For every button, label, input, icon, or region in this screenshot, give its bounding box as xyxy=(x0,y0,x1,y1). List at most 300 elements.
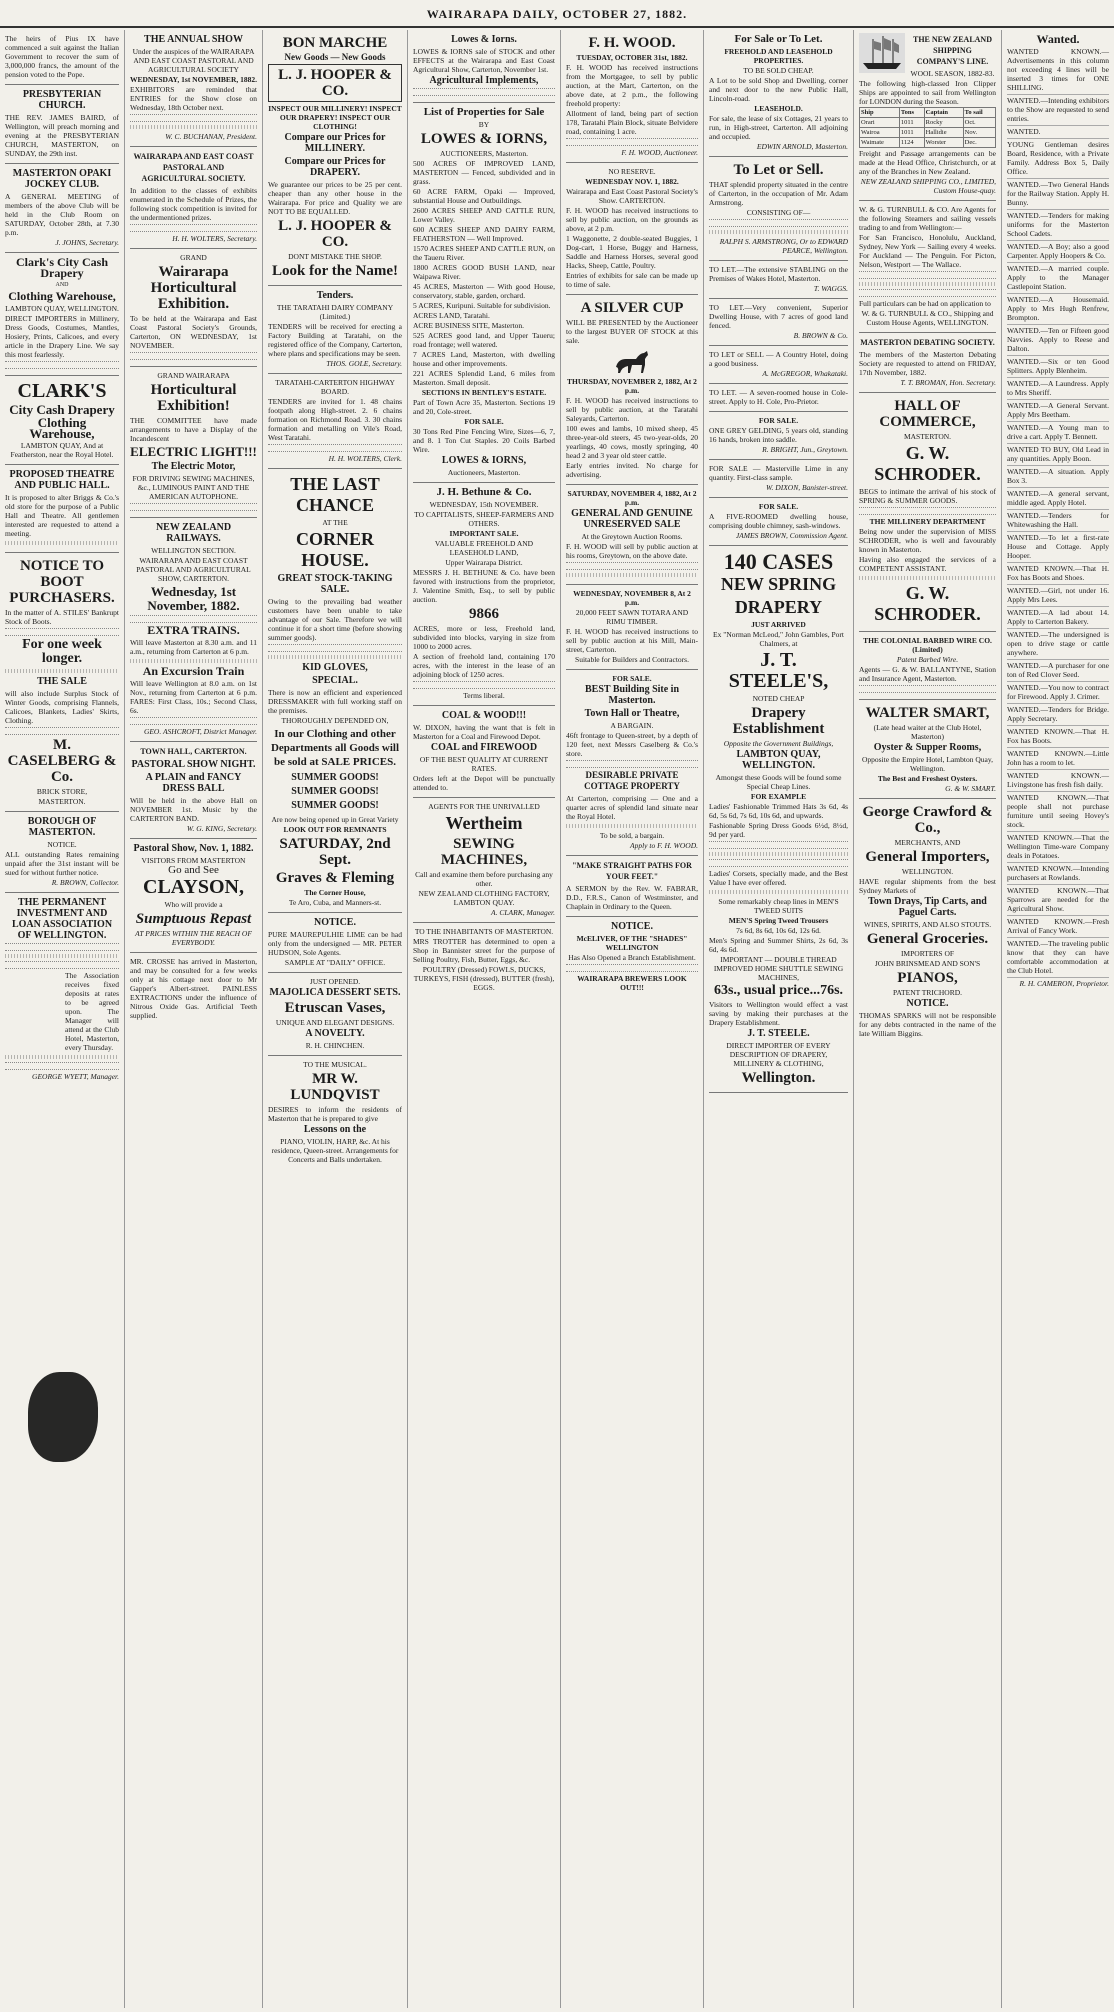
bethune-heading: J. H. Bethune & Co. xyxy=(436,486,532,498)
oyster-body: Opposite the Empire Hotel, Lambton Quay, Wellington. xyxy=(862,755,993,773)
wanted-item: WANTED.—Intending exhibitors to the Show are requested to send entries. xyxy=(1007,96,1109,126)
bargain: A BARGAIN. xyxy=(610,721,654,730)
silver-cup: A SILVER CUP xyxy=(580,300,684,316)
general-importers: General Importers, xyxy=(865,849,990,865)
text-filler xyxy=(859,271,996,279)
special-body: There is now an efficient and experienced DRESSMAKER with full working staff on the premises. xyxy=(268,688,402,715)
tenders-heading: Tenders. xyxy=(316,290,354,301)
daily-office: SAMPLE AT "DAILY" OFFICE. xyxy=(284,958,386,967)
patent-trichord: PATENT TRICHORD. xyxy=(892,988,963,997)
railways-ad xyxy=(130,518,257,742)
steele-name-2: J. T. STEELE. xyxy=(747,1028,810,1039)
five-room-body: A FIVE-ROOMED dwelling house, comprising double chimney, sash-windows. xyxy=(709,512,848,530)
text-filler xyxy=(859,507,996,515)
country-hotel-sig: A. McGREGOR, Whakataki. xyxy=(762,369,848,378)
wool-season: WOOL SEASON, 1882-83. xyxy=(910,69,995,78)
wertheim: Wertheim xyxy=(445,813,523,833)
five-room-ad xyxy=(709,498,848,546)
horticultural-heading: Wairarapa Horticultural Exhibition. xyxy=(150,264,237,312)
masthead-title: WAIRARAPA DAILY, OCTOBER 27, 1882. xyxy=(426,7,688,21)
debating-ad xyxy=(859,333,996,393)
to-be-sold: To be sold, a bargain. xyxy=(599,831,665,840)
wanted-item: WANTED.—A lad about 14. Apply to Carterton Bakery. xyxy=(1007,608,1109,629)
lime-notice: NOTICE. xyxy=(314,917,356,928)
steele-name: J. T. STEELE'S, xyxy=(728,649,829,692)
text-filler xyxy=(130,615,257,623)
wanted-item: WANTED KNOWN.—Intending purchasers at Rowlands. xyxy=(1007,864,1109,885)
boot-body: In the matter of A. STILES' Bankrupt Stock of Boots. xyxy=(5,608,119,626)
text-filler xyxy=(268,644,402,652)
ink-blot xyxy=(28,1372,98,1462)
mceliver-heading: McELIVER, OF THE "SHADES" WELLINGTON xyxy=(576,934,688,952)
lundqvist: MR W. LUNDQVIST xyxy=(290,1071,380,1103)
wanted-item: WANTED.—A Young man to drive a cart. Apply T. Bennett. xyxy=(1007,423,1109,444)
prop-acres-land: ACRES LAND, Taratahi. xyxy=(413,311,490,320)
clarks2-place: LAMBTON QUAY, And at Featherston, near the Royal Hotel. xyxy=(10,441,114,459)
prop-2600: 2600 ACRES SHEEP AND CATTLE RUN, Lower Valley. xyxy=(413,206,555,224)
text-filler xyxy=(268,655,402,659)
show-date: WEDNESDAY, 1st NOVEMBER, 1882. xyxy=(130,75,257,84)
wanted-item: YOUNG Gentleman desires Board, Residence, with a Private Family. Address Box 5, Daily Office. xyxy=(1007,140,1109,179)
trotter-body: MRS TROTTER has determined to open a Shop in Bannister street for the purpose of Selling Poultry, Fish, Butter, Eggs, &c. xyxy=(413,937,555,964)
wanted-item: WANTED.—A Boy; also a good Carpenter. Apply Hoopers & Co. xyxy=(1007,242,1109,263)
sched-cell: Orari xyxy=(860,118,900,128)
millinery-dept: THE MILLINERY DEPARTMENT xyxy=(869,517,986,526)
caselberg-sub: BRICK STORE, xyxy=(36,787,88,796)
highway-signature: H. H. WOLTERS, Clerk. xyxy=(328,454,402,463)
text-filler xyxy=(709,219,848,227)
list-by: BY xyxy=(478,120,490,129)
greytown: At the Greytown Auction Rooms. xyxy=(581,532,683,541)
compare-body: We guarantee our prices to be 25 per cent. cheaper than any other house in the Wairarapa. For price and Quality we are NOT TO BE EQUALLED. xyxy=(268,180,402,216)
inhabitants: TO THE INHABITANTS OF MASTERTON. xyxy=(414,927,554,936)
church-ad xyxy=(5,85,119,164)
bethune-date: WEDNESDAY, 15th NOVEMBER. xyxy=(429,500,539,509)
table-row xyxy=(860,128,996,138)
building-suitable: Suitable for Builders and Contractors. xyxy=(575,655,689,664)
and-text: AND xyxy=(55,282,69,288)
pastoral-show-date: Pastoral Show, Nov. 1, 1882. xyxy=(133,843,254,854)
grey-gelding-ad xyxy=(709,412,848,460)
cases-count: 140 CASES xyxy=(723,549,834,574)
important-sale: IMPORTANT SALE. xyxy=(449,529,519,538)
borough-ad xyxy=(5,812,119,893)
excursion-heading: An Excursion Train xyxy=(142,664,245,678)
wood-auctions-ad xyxy=(566,30,698,163)
brewers: WAIRARAPA BREWERS LOOK OUT!!! xyxy=(577,974,687,992)
chinchen-ad xyxy=(268,973,402,1056)
poultry-list: POULTRY (Dressed) FOWLS, DUCKS, TURKEYS, FISH (dressed), BUTTER (fresh), EGGS. xyxy=(413,965,555,992)
bulls: F. H. WOOD has received instructions to sell by public auction, at the Taratahi Saleyards, Carterton. xyxy=(566,396,698,423)
sched-cell: Rocky xyxy=(924,118,963,128)
crawford-heading: George Crawford & Co., xyxy=(862,804,993,836)
stabling-sig: T. WAGGS. xyxy=(813,284,848,293)
pastoral-society-ad xyxy=(130,147,257,249)
lessons-body: PIANO, VIOLIN, HARP, &c. At his residence, Queen-street. Arrangements for Concerts and Balls undertaken. xyxy=(271,1137,399,1164)
coal-firewood: COAL and FIREWOOD xyxy=(430,742,538,753)
town-drays: Town Drays, Tip Carts, and Paguel Carts. xyxy=(868,896,987,918)
five-room-sig: JAMES BROWN, Commission Agent. xyxy=(735,531,848,540)
factory-manager: A. CLARK, Manager. xyxy=(491,908,555,917)
jockey-heading: MASTERTON OPAKI JOCKEY CLUB. xyxy=(12,168,112,190)
text-filler xyxy=(566,824,698,828)
wanted-item: WANTED KNOWN.—That people shall not purchase furniture until seeing Hovey's stock. xyxy=(1007,793,1109,832)
horticultural2-heading: Horticultural Exhibition! xyxy=(150,382,237,414)
terms: Terms liberal. xyxy=(463,691,505,700)
clarks-subheading: Clothing Warehouse, xyxy=(8,289,116,303)
sections-heading: SECTIONS IN BENTLEY'S ESTATE. xyxy=(421,388,547,397)
text-filler xyxy=(413,681,555,689)
stabling-body: TO LET.—The extensive STABLING on the Premises of Wakes Hotel, Masterton. xyxy=(709,265,848,283)
mens-shirts: Men's Spring and Summer Shirts, 2s 6d, 3s 6d, 4s 6d. xyxy=(709,936,848,954)
wood-heading: F. H. WOOD. xyxy=(588,35,676,51)
annual-show-ad xyxy=(130,30,257,147)
pastoral-signature: H. H. WOLTERS, Secretary. xyxy=(172,234,257,243)
oyster-rooms: Oyster & Supper Rooms, xyxy=(873,742,982,753)
forsale-small: FOR SALE. xyxy=(464,417,504,426)
wed-nov8: WEDNESDAY, NOVEMBER 8, At 2 p.m. xyxy=(573,589,691,607)
lowes-body: LOWES & IORNS sale of STOCK and other EFFECTS at the Wairarapa and East Coast Agricultural Show, Carterton, November 1st. xyxy=(413,47,555,74)
wanted-item: WANTED KNOWN.—That H. Fox has Boots and Shoes. xyxy=(1007,564,1109,585)
nzsc-heading: THE NEW ZEALAND SHIPPING COMPANY'S LINE. xyxy=(913,35,992,66)
theatre-body: It is proposed to alter Briggs & Co.'s old store for the purpose of a Public Hall and Theatre. All gentlemen interested are requested to attend a meeting. xyxy=(5,493,119,538)
wellington-label: Wellington. xyxy=(741,1070,816,1086)
dwelling-ad xyxy=(709,299,848,346)
silver-cup-ad xyxy=(566,295,698,485)
graves-sub: The Corner House, xyxy=(304,888,366,897)
importers-of: IMPORTERS OF xyxy=(900,949,955,958)
coal-heading: COAL & WOOD!!! xyxy=(441,710,527,721)
freight: Freight and Passage arrangements can be made at the Head Office, Christchurch, or at any of the Branches in New Zealand. xyxy=(859,149,996,176)
sparks-notice: NOTICE. xyxy=(906,998,949,1009)
column-8 xyxy=(1002,30,1114,2008)
theatre-ad xyxy=(5,465,119,553)
general-body: F. H. WOOD will sell by public auction at his rooms, Greytown, on the above date. xyxy=(566,542,698,560)
stocktaking-sale: GREAT STOCK-TAKING SALE. xyxy=(277,573,393,595)
sawn-timber: 20,000 FEET SAWN TOTARA AND RIMU TIMBER. xyxy=(575,608,689,626)
acres-9866-body: ACRES, more or less, Freehold land, subdivided into blocks, varying in size from 1000 to 2000 acres. xyxy=(413,624,555,651)
music-ad xyxy=(268,1056,402,1169)
column-1 xyxy=(0,30,125,2008)
dress-goods: Fashionable Spring Dress Goods 6½d, 8½d, 9d per yard. xyxy=(709,821,848,839)
prop-7: 7 ACRES Land, Masterton, with dwelling house and other improvements. xyxy=(413,350,555,368)
amongst: Amongst these Goods will be found some Special Cheap Lines. xyxy=(715,773,842,791)
borough-heading: BOROUGH OF MASTERTON. xyxy=(27,816,97,838)
chinchen: R. H. CHINCHEN. xyxy=(305,1041,365,1050)
sched-cell: Wairoa xyxy=(860,128,900,138)
prop-45: 45 ACRES, Masterton — With good House, conservatory, stable, garden, orchard. xyxy=(413,282,555,300)
dwelling-body: TO LET.—Very convenient, Superior Dwelling House, with 7 acres of good land fenced. xyxy=(709,303,848,330)
greytown-sale-ad xyxy=(566,485,698,585)
clarks-ad-2 xyxy=(5,376,119,465)
text-filler xyxy=(5,669,119,673)
summer-goods: SUMMER GOODS! SUMMER GOODS! SUMMER GOODS! xyxy=(291,772,379,811)
just-arrived: JUST ARRIVED xyxy=(751,620,806,629)
text-filler xyxy=(5,361,119,369)
text-filler xyxy=(5,943,119,951)
jockey-body: A GENERAL MEETING of members of the above Club will be held in the Club Room on SATURDAY, October 28th, at 7.30 p.m. xyxy=(5,192,119,237)
bon-marche-ad xyxy=(268,30,402,286)
visitors-text: VISITORS FROM MASTERTON xyxy=(141,856,246,865)
majolica: MAJOLICA DESSERT SETS. xyxy=(269,987,401,998)
price-63s: 63s., usual price...76s. xyxy=(713,983,844,998)
electric-light: ELECTRIC LIGHT!!! xyxy=(130,444,257,459)
debating-body: The members of the Masterton Debating Society are requested to attend on FRIDAY, 17th November, 1882. xyxy=(859,350,996,377)
wood-lot1: Allotment of land, being part of section 178, Taratahi Plain Block, situate Belvidere road, containing 1 acre. xyxy=(566,109,698,136)
building-body: The Association receives fixed deposits at rates to be agreed upon. The Manager will attend at the Club Hotel, Masterton, every Thursday. xyxy=(65,971,119,1052)
text-filler xyxy=(566,562,698,570)
thoroughly: THOROUGHLY DEPENDED ON, xyxy=(281,716,389,725)
lessons: Lessons on the xyxy=(303,1124,367,1135)
to-the-musical: TO THE MUSICAL. xyxy=(303,1060,367,1069)
thu-nov: THURSDAY, NOVEMBER 2, 1882, At 2 p.m. xyxy=(567,377,697,395)
at-the: AT THE xyxy=(322,518,348,527)
wanted-item: WANTED.—To let a first-rate House and Cottage. Apply Hooper. xyxy=(1007,533,1109,563)
novelty: A NOVELTY. xyxy=(305,1028,365,1039)
boot-big: For one week longer. xyxy=(22,637,102,666)
sermon-ad xyxy=(566,856,698,917)
stocktaking-body: Owing to the prevailing bad weather customers have been unable to take advantage of our Sale. Therefore we will continue it for a short time (before showing summer goods). xyxy=(268,597,402,642)
prop-221: 221 ACRES Splendid Land, 6 miles from Masterton. Small deposit. xyxy=(413,369,555,387)
clarks-place: LAMBTON QUAY, WELLINGTON. xyxy=(5,304,119,313)
lambton-quay: LAMBTON QUAY, WELLINGTON. xyxy=(736,749,821,771)
text-filler xyxy=(5,727,119,735)
boot-ad xyxy=(5,553,119,812)
wanted-item: WANTED.—A purchaser for one ton of Red Clover Seed. xyxy=(1007,661,1109,682)
bethune-body: MESSRS J. H. BETHUNE & Co. have been favored with instructions from the proprietor, J. Valentine Smith, Esq., to sell by public auction. xyxy=(413,568,555,604)
ball-signature: W. G. KING, Secretary. xyxy=(186,824,257,833)
text-filler xyxy=(130,717,257,725)
columns xyxy=(0,30,1114,2008)
summer-body: Are now being opened up in Great Variety xyxy=(271,815,399,824)
wanted-item: WANTED.—Tenders for making uniforms for the Masterton School Cadets. xyxy=(1007,211,1109,241)
show-heading: THE ANNUAL SHOW xyxy=(144,34,243,45)
best-oysters: The Best and Freshest Oysters. xyxy=(877,774,978,783)
horticultural-body: To be held at the Wairarapa and East Coast Pastoral Society's Grounds, Carterton, ON WEDNESDAY, 1st NOVEMBER. xyxy=(130,314,257,350)
drapery: DRAPERY xyxy=(734,597,823,617)
country-hotel-ad xyxy=(709,346,848,384)
text-filler xyxy=(130,659,257,663)
show-signature: W. C. BUCHANAN, President. xyxy=(165,132,257,141)
text-filler xyxy=(130,224,257,232)
sched-header: To sail xyxy=(963,108,995,118)
motor-heading: The Electric Motor, xyxy=(151,461,236,472)
wanted-item: WANTED KNOWN.—Livingstone has fresh fish daily. xyxy=(1007,771,1109,792)
sailing-schedule xyxy=(859,107,996,148)
steele-drapery-ad xyxy=(709,546,848,1093)
nz-shipping-ad xyxy=(859,30,996,201)
corner-house: CORNER HOUSE. xyxy=(295,529,374,570)
bethune-ad xyxy=(413,483,555,706)
wanted-list xyxy=(1007,47,1109,978)
text-filler xyxy=(5,1062,119,1070)
compare-millinery: Compare our Prices for MILLINERY. xyxy=(284,132,386,154)
leasehold-heading: LEASEHOLD. xyxy=(754,104,803,113)
church-body: THE REV. JAMES BAIRD, of Wellington, will preach morning and evening at the PRESBYTERIAN CHURCH, MASTERTON, on SUNDAY, the 29th inst. xyxy=(5,113,119,158)
wood-date: TUESDAY, OCTOBER 31st, 1882. xyxy=(576,53,688,62)
turnbull-body: W. & G. TURNBULL & CO. Are Agents for the following Steamers and sailing vessels trading to and from Wellington:— xyxy=(859,205,996,232)
trotter-ad xyxy=(413,923,555,997)
wines-spirits: WINES, SPIRITS, AND ALSO STOUTS. xyxy=(863,920,992,929)
horticultural-ad xyxy=(130,249,257,367)
for-example: FOR EXAMPLE xyxy=(750,792,807,801)
crawford-wellington: WELLINGTON. xyxy=(901,867,954,876)
wanted-item: WANTED.—A married couple. Apply to the Manager Castlepoint Station. xyxy=(1007,264,1109,294)
capitalists: TO CAPITALISTS, SHEEP-FARMERS AND OTHERS. xyxy=(414,510,554,528)
borough-notice: NOTICE. xyxy=(47,840,77,849)
wanted-item: WANTED.—The traveling public know that they can have comfortable accommodation at the Club Hotel. xyxy=(1007,939,1109,978)
theatre-heading: PROPOSED THEATRE AND PUBLIC HALL. xyxy=(9,469,115,491)
text-filler xyxy=(130,114,257,122)
text-filler xyxy=(859,576,996,580)
boot-heading: NOTICE TO BOOT PURCHASERS. xyxy=(9,558,115,606)
wire-agents: Agents — G. & W. BALLANTYNE, Station and Insurance Agent, Masterton. xyxy=(859,665,996,683)
horticultural-ad-2 xyxy=(130,367,257,518)
livestock: F. H. WOOD has received instructions to sell by public auction, on the grounds as above, at 2 p.m. xyxy=(566,206,698,233)
sched-header: Ship xyxy=(860,108,900,118)
sched-header: Tons xyxy=(899,108,924,118)
gelding-body: ONE GREY GELDING, 5 years old, standing 16 hands, broken into saddle. xyxy=(709,426,848,444)
walter-smart-ad xyxy=(859,700,996,799)
visitors-saving: Visitors to Wellington would effect a vast saving by making their purchases at the Drapery Establishment. xyxy=(709,1000,848,1027)
dairy-body: TENDERS will be received for erecting a Factory Building at Taratahi, on the registered office of the Company, Carterton, where plans and specifications may be seen. xyxy=(268,322,402,358)
general-sale: GENERAL AND GENUINE UNRESERVED SALE xyxy=(571,508,693,530)
following: The following high-classed Iron Clipper Ships are appointed to sail from Wellington for LONDON during the Season. xyxy=(859,79,996,106)
saturday-date: SATURDAY, 2nd Sept. xyxy=(279,836,391,868)
lowes-heading: Lowes & Iorns. xyxy=(451,34,517,45)
sat-nov: SATURDAY, NOVEMBER 4, 1882, At 2 p.m. xyxy=(567,489,697,507)
text-filler xyxy=(5,954,119,958)
sched-cell: Hallidie xyxy=(924,128,963,138)
shipping-list: For San Francisco, Honolulu, Auckland, Sydney, New York — Sailing every 4 weeks. For Auckland — The Penguin. For Picton, Nelson, Westport — The Wallace. xyxy=(859,233,996,269)
lowes-iorns-ad xyxy=(413,30,555,103)
wanted-item: WANTED TO BUY, Old Lead in any quantities. Apply Boon. xyxy=(1007,445,1109,466)
wanted-item: WANTED.—A Laundress. Apply to Mrs Sheriff. xyxy=(1007,379,1109,400)
grand2-label: GRAND WAIRARAPA xyxy=(157,371,230,380)
freehold-heading: FREEHOLD AND LEASEHOLD PROPERTIES. xyxy=(724,47,833,65)
prop-5: 5 ACRES, Kuripuni. Suitable for subdivision. xyxy=(413,301,551,310)
repast-heading: Sumptuous Repast xyxy=(135,911,252,927)
debating-sig: T. T. BROMAN, Hon. Secretary. xyxy=(900,378,996,387)
mceliver-body: Has Also Opened a Branch Establishment. xyxy=(568,953,696,962)
wanted-item: WANTED.—A situation. Apply Box 3. xyxy=(1007,467,1109,488)
show-body: EXHIBITORS are reminded that ENTRIES for the Show close on Wednesday, 18th October next. xyxy=(130,85,257,112)
text-filler xyxy=(130,503,257,511)
wanted-item: WANTED.—The undersigned is open to drive stage or cattle anywhere. xyxy=(1007,630,1109,660)
forsale-2: FOR SALE. xyxy=(612,674,652,683)
text-filler xyxy=(566,760,698,768)
hall-masterton: MASTERTON. xyxy=(903,432,952,441)
building-heading: THE PERMANENT INVESTMENT AND LOAN ASSOCIATION OF WELLINGTON. xyxy=(11,897,113,941)
text-filler xyxy=(709,230,848,234)
railways-date: Wednesday, 1st November, 1882. xyxy=(147,584,240,613)
wanted-item: WANTED.—Two General Hands for the Railway Station. Apply H. Bunny. xyxy=(1007,180,1109,210)
wanted-section xyxy=(1007,30,1109,993)
prop-acres-bush: ACRE BUSINESS SITE, Masterton. xyxy=(413,321,525,330)
acres-9866-more: A section of freehold land, containing 170 acres, with the interest in the lease of an adjoining block of 1250 acres. xyxy=(413,652,555,679)
wanted-item: WANTED KNOWN.—Advertisements in this column not exceeding 4 lines will be inserted 3 times for ONE SHILLING. xyxy=(1007,47,1109,95)
leasehold-body: For sale, the lease of six Cottages, 21 years to run, in High-street, Carterton. All adjoining and occupied. xyxy=(709,114,848,141)
extra-trains-heading: EXTRA TRAINS. xyxy=(147,623,240,637)
sched-cell: Dec. xyxy=(963,138,995,148)
to-let-sell: To Let or Sell. xyxy=(733,162,824,178)
special-heading: SPECIAL. xyxy=(312,675,358,686)
grand-label: GRAND xyxy=(180,253,207,262)
forsale-items: 30 Tons Red Pine Fencing Wire, Sizes—6, 7, and 8. 1 Ton Cut Staples. 20 Coils Barbed Wire. xyxy=(413,427,555,454)
text-filler xyxy=(566,138,698,146)
column-6 xyxy=(704,30,854,2008)
silver-body: WILL BE PRESENTED by the Auctioneer to the largest BUYER OF STOCK at this sale. xyxy=(566,318,698,345)
clayson-name: CLAYSON, xyxy=(143,876,244,898)
sched-header: Captain xyxy=(924,108,963,118)
edwin-arnold: EDWIN ARNOLD, Masterton. xyxy=(756,142,848,151)
text-filler xyxy=(5,541,119,545)
column-5 xyxy=(561,30,704,2008)
clothing-dept: In our Clothing and other Departments all Goods will be sold at SALE PRICES. xyxy=(270,728,400,768)
highway-board-ad xyxy=(268,374,402,469)
wanted-item: WANTED.—Tenders for Bridge. Apply Secretary. xyxy=(1007,705,1109,726)
highway-heading: TARATAHI-CARTERTON HIGHWAY BOARD. xyxy=(275,378,395,396)
pastoral-show-night: PASTORAL SHOW NIGHT. xyxy=(131,759,256,770)
stabling-ad xyxy=(709,261,848,299)
sermon-body: A SERMON by the Rev. W. FABRAR, D.D., F.R.S., Canon of Westminster, and Chaplain in Ordinary to the Queen. xyxy=(566,884,698,911)
text-filler xyxy=(709,859,848,867)
walter-sub: (Late head waiter at the Club Hotel, Masterton) xyxy=(873,723,982,741)
wood-body: F. H. WOOD has received instructions from the Mortgagee, to sell by public auction, at the Mart, Carterton, on the above date, at 2 p.m., the following freehold property: xyxy=(566,63,698,108)
hooper-heading: L. J. HOOPER & CO. xyxy=(268,64,402,102)
text-filler xyxy=(5,1055,119,1059)
pope-notice-text: The heirs of Pius IX have commenced a suit against the Italian Government to recover the sum of 3,000,000 francs, the amount of the pension voted to the Pope. xyxy=(5,34,119,79)
coal-wood-ad xyxy=(413,706,555,798)
wanted-item: WANTED.—A General Servant. Apply Mrs Beetham. xyxy=(1007,401,1109,422)
sched-cell: 1011 xyxy=(899,128,924,138)
text-filler xyxy=(130,125,257,129)
crawford-ad xyxy=(859,799,996,1043)
look-for-name: Look for the Name! xyxy=(272,263,398,279)
clarks-ad-1 xyxy=(5,253,119,376)
clayson-who: Who will provide a xyxy=(164,900,223,909)
bon-marche-heading: BON MARCHE xyxy=(282,35,388,51)
lime-sale-ad xyxy=(709,460,848,498)
sale-items: 1 Waggonette, 2 double-seated Buggies, 1 Dog-cart, 1 Horse, Buggy and Harness, Saddle and Harness Horses, several good Hacks, Sheep, Cattle, Poultry. xyxy=(566,234,698,270)
auctioneers: AUCTIONEERS, Masterton. xyxy=(439,149,529,158)
timber-ad xyxy=(566,585,698,670)
direct-importer: DIRECT IMPORTER OF EVERY DESCRIPTION OF DRAPERY, MILLINERY & CLOTHING, xyxy=(726,1041,831,1068)
text-filler xyxy=(709,890,848,894)
town-hall-site: Town Hall or Theatre, xyxy=(584,708,680,719)
wood-signature: F. H. WOOD, Auctioneer. xyxy=(621,148,698,157)
wanted-item: WANTED.—A Housemaid. Apply to Mrs Hugh Renfrew, Brompton. xyxy=(1007,295,1109,325)
cole-street-ad xyxy=(709,384,848,412)
sched-cell: 1011 xyxy=(899,118,924,128)
clayson-ad xyxy=(130,839,257,953)
borough-signature: R. BROWN, Collector. xyxy=(51,878,119,887)
apply-wood: Apply to F. H. WOOD. xyxy=(630,841,698,850)
show-sale: Wairarapa and East Coast Pastoral Society's Show. CARTERTON. xyxy=(566,187,698,205)
text-filler xyxy=(859,685,996,693)
sched-cell: 1124 xyxy=(899,138,924,148)
hall-of-commerce-ad xyxy=(859,393,996,632)
lowes-name: LOWES & IORNS, xyxy=(420,131,548,147)
town-hall-ad xyxy=(130,742,257,839)
country-hotel-body: TO LET or SELL — A Country Hotel, doing a good business. xyxy=(709,350,848,368)
building-society-ad xyxy=(5,893,119,1086)
prop-500: 500 ACRES OF IMPROVED LAND, MASTERTON — Fenced, subdivided and in grass. xyxy=(413,159,555,186)
sewing-machines-ad xyxy=(413,798,555,923)
spring-goods: BEGS to intimate the arrival of his stock of SPRING & SUMMER GOODS. xyxy=(859,487,996,505)
colonial-wire: THE COLONIAL BARBED WIRE CO. (Limited) xyxy=(863,636,992,654)
coal-orders: Orders left at the Depot will be punctually attended to. xyxy=(413,774,555,792)
